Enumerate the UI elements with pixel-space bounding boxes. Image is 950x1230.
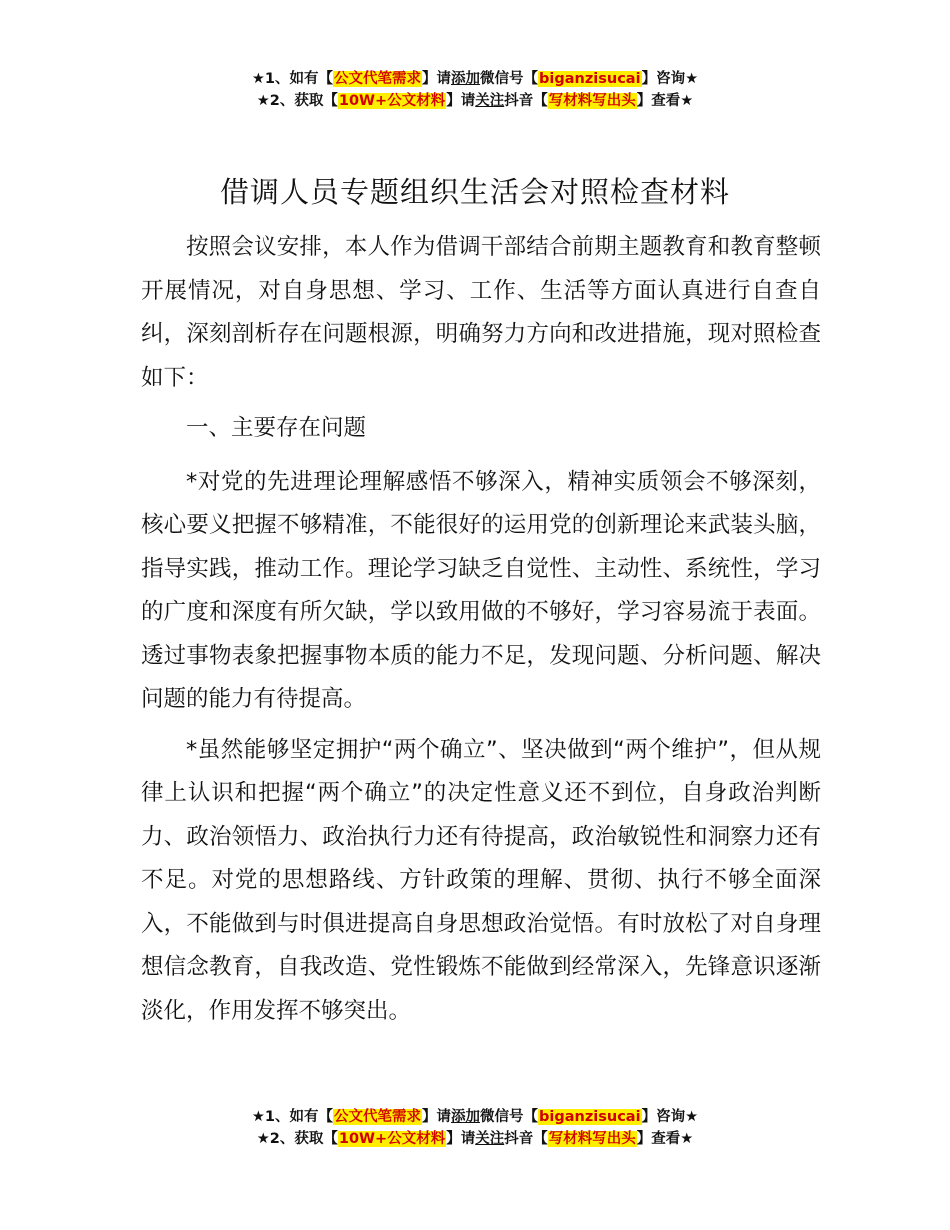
- banner-line2-emph: 关注: [475, 93, 505, 109]
- footer-line2-suffix: 】查看★: [636, 1131, 694, 1147]
- banner-line1-suffix: 】咨询★: [641, 71, 699, 87]
- footer-banner: [0, 1106, 950, 1150]
- footer-banner-line-1: [0, 1106, 950, 1128]
- footer-line1-mid2: 微信号【: [480, 1109, 539, 1125]
- document-title: 借调人员专题组织生活会对照检查材料: [219, 175, 730, 209]
- footer-highlight-service: 公文代笔需求: [334, 1109, 422, 1125]
- banner-line2-prefix: ★2、获取【: [256, 93, 338, 109]
- banner-line1-emph: 添加: [451, 71, 481, 87]
- banner-line1-mid: 】请: [422, 71, 452, 87]
- banner-line1-prefix: ★1、如有【: [251, 71, 334, 87]
- footer-highlight-materials: 10W+公文材料: [338, 1131, 446, 1147]
- footer-highlight-wechat-id: biganzisucai: [539, 1109, 641, 1125]
- footer-line2-mid2: 抖音【: [504, 1131, 548, 1147]
- document-body: [141, 226, 821, 1040]
- banner-highlight-douyin: 写材料写出头: [548, 93, 636, 109]
- banner-line-1: [0, 68, 950, 90]
- banner-line1-mid2: 微信号【: [480, 71, 539, 87]
- banner-highlight-wechat-id: biganzisucai: [539, 71, 641, 87]
- intro-paragraph: 按照会议安排，本人作为借调干部结合前期主题教育和教育整顿开展情况，对自身思想、学习、工作、生活等方面认真进行自查自纠，深刻剖析存在问题根源，明确努力方向和改进措施，现对照检查如下：: [141, 234, 821, 391]
- banner-highlight-materials: 10W+公文材料: [338, 93, 446, 109]
- banner-highlight-service: 公文代笔需求: [334, 71, 422, 87]
- footer-banner-line-2: [0, 1128, 950, 1150]
- footer-line2-mid: 】请: [446, 1131, 476, 1147]
- banner-line2-mid2: 抖音【: [504, 93, 548, 109]
- issue-paragraph-1: *对党的先进理论理解感悟不够深入，精神实质领会不够深刻，核心要义把握不够精准，不能很好的运用党的创新理论来武装头脑，指导实践，推动工作。理论学习缺乏自觉性、主动性、系统性，学习的广度和深度有所欠缺，学以致用做的不够好，学习容易流于表面。透过事物表象把握事物本质的能力不足，发现问题、分析问题、解决问题的能力有待提高。: [141, 468, 821, 712]
- footer-line1-suffix: 】咨询★: [641, 1109, 699, 1125]
- footer-line1-mid: 】请: [422, 1109, 452, 1125]
- banner-line-2: [0, 90, 950, 112]
- header-banner: [0, 68, 950, 112]
- footer-highlight-douyin: 写材料写出头: [548, 1131, 636, 1147]
- issue-paragraph-2: *虽然能够坚定拥护“两个确立”、坚决做到“两个维护”，但从规律上认识和把握“两个确立”的决定性意义还不到位，自身政治判断力、政治领悟力、政治执行力还有待提高，政治敏锐性和洞察力还有不足。对党的思想路线、方针政策的理解、贯彻、执行不够全面深入，不能做到与时俱进提高自身思想政治觉悟。有时放松了对自身理想信念教育，自我改造、党性锻炼不能做到经常深入，先锋意识逐渐淡化，作用发挥不够突出。: [141, 736, 821, 1024]
- footer-line1-prefix: ★1、如有【: [251, 1109, 334, 1125]
- section-heading: 一、主要存在问题: [186, 415, 367, 441]
- footer-line1-emph: 添加: [451, 1109, 481, 1125]
- footer-line2-prefix: ★2、获取【: [256, 1131, 338, 1147]
- banner-line2-mid: 】请: [446, 93, 476, 109]
- footer-line2-emph: 关注: [475, 1131, 505, 1147]
- banner-line2-suffix: 】查看★: [636, 93, 694, 109]
